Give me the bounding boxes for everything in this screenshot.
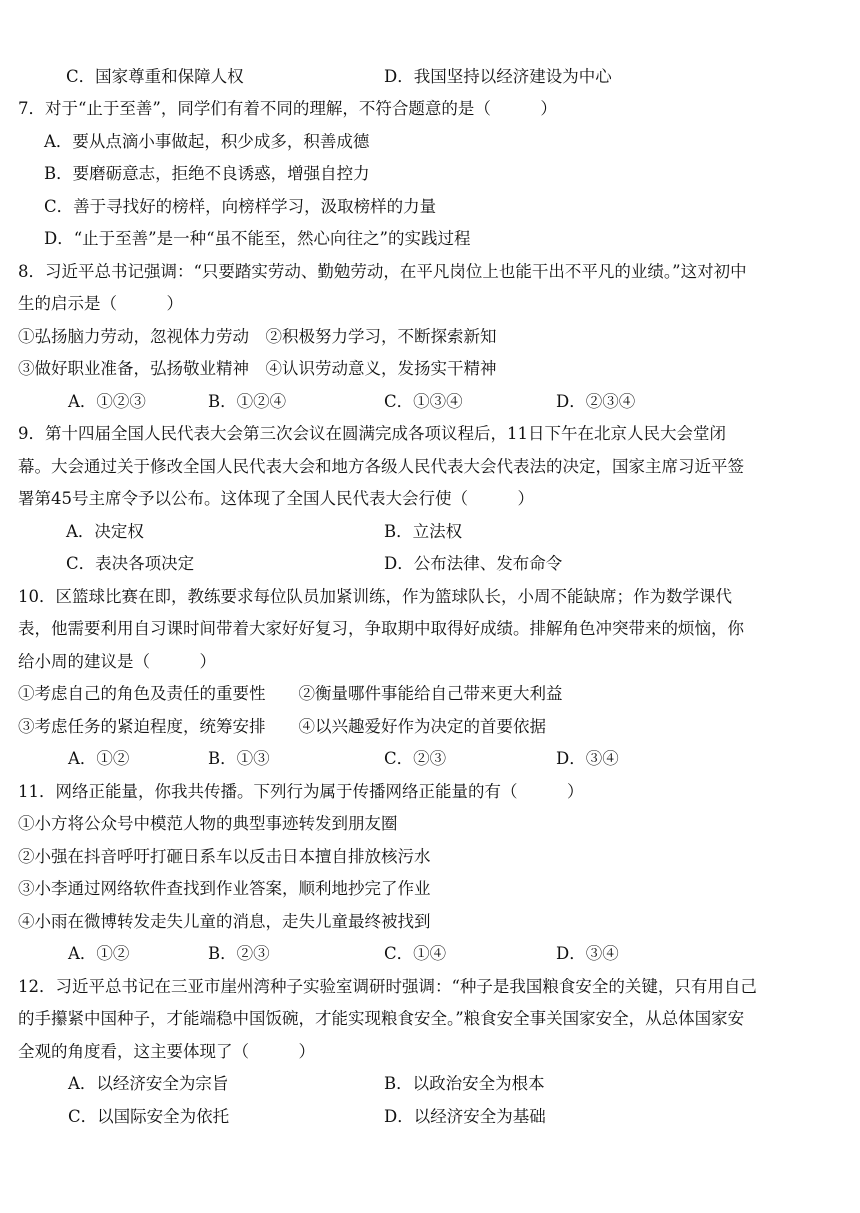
q8-options-row — [18, 385, 830, 418]
q10-option-c: C．②③ — [384, 749, 447, 768]
q7-option-d: D．“止于至善”是一种“虽不能至，然心向往之”的实践过程 — [44, 229, 471, 248]
q10-stem-line1: 10．区篮球比赛在即，教练要求每位队员加紧训练，作为篮球队长，小周不能缺席；作为数学课代 — [18, 587, 732, 606]
q10-options-row — [18, 742, 830, 775]
q8-option-b: B．①②④ — [208, 392, 287, 411]
q9-stem-line2: 幕。大会通过关于修改全国人民代表大会和地方各级人民代表大会代表法的决定，国家主席习近平签 — [18, 457, 744, 476]
q12-options-row1 — [18, 1067, 830, 1100]
q6-options-row — [18, 60, 830, 93]
q11-option-a: A．①② — [68, 944, 130, 963]
q6-option-d: D．我国坚持以经济建设为中心 — [384, 67, 612, 86]
q11-statement-3: ③小李通过网络软件查找到作业答案，顺利地抄完了作业 — [18, 879, 431, 898]
q8-option-d: D．②③④ — [556, 392, 636, 411]
q9-option-c: C．表决各项决定 — [66, 554, 195, 573]
q10-option-b: B．①③ — [208, 749, 270, 768]
q12-stem-line1: 12．习近平总书记在三亚市崖州湾种子实验室调研时强调：“种子是我国粮食安全的关键，只有用自己 — [18, 977, 757, 996]
q8-option-c: C．①③④ — [384, 392, 463, 411]
q9-options-row1 — [18, 515, 830, 548]
q9-stem-line3: 署第45号主席令予以公布。这体现了全国人民代表大会行使（ ） — [18, 489, 534, 508]
q12-option-d: D．以经济安全为基础 — [384, 1107, 546, 1126]
q7-option-a: A．要从点滴小事做起，积少成多，积善成德 — [44, 132, 370, 151]
q10-stem-line2: 表，他需要利用自习课时间带着大家好好复习，争取期中取得好成绩。排解角色冲突带来的烦恼，你 — [18, 619, 744, 638]
q10-option-a: A．①② — [68, 749, 130, 768]
q12-option-a: A．以经济安全为宗旨 — [68, 1074, 229, 1093]
q11-statement-2: ②小强在抖音呼吁打砸日系车以反击日本擅自排放核污水 — [18, 847, 431, 866]
q8-option-a: A．①②③ — [68, 392, 146, 411]
q9-stem-line1: 9．第十四届全国人民代表大会第三次会议在圆满完成各项议程后，11日下午在北京人民大会堂闭 — [18, 424, 726, 443]
q11-statement-1: ①小方将公众号中模范人物的典型事迹转发到朋友圈 — [18, 814, 398, 833]
q9-options-row2 — [18, 547, 830, 580]
q11-statement-4: ④小雨在微博转发走失儿童的消息，走失儿童最终被找到 — [18, 912, 431, 931]
q7-stem: 7．对于“止于至善”，同学们有着不同的理解，不符合题意的是（ ） — [18, 99, 557, 118]
q12-option-c: C．以国际安全为依托 — [68, 1107, 230, 1126]
q8-statements-row1: ①弘扬脑力劳动，忽视体力劳动 ②积极努力学习，不断探索新知 — [18, 327, 497, 346]
q6-option-c: C．国家尊重和保障人权 — [66, 67, 244, 86]
q7-option-c: C．善于寻找好的榜样，向榜样学习，汲取榜样的力量 — [44, 197, 437, 216]
q12-options-row2 — [18, 1100, 830, 1133]
q11-options-row — [18, 937, 830, 970]
q7-option-b: B．要磨砺意志，拒绝不良诱惑，增强自控力 — [44, 164, 370, 183]
q9-option-a: A．决定权 — [66, 522, 144, 541]
q8-stem-line1: 8．习近平总书记强调：“只要踏实劳动、勤勉劳动，在平凡岗位上也能干出不平凡的业绩。”这对初中 — [18, 262, 747, 281]
q11-option-c: C．①④ — [384, 944, 447, 963]
q11-stem: 11．网络正能量，你我共传播。下列行为属于传播网络正能量的有（ ） — [18, 782, 584, 801]
q9-option-b: B．立法权 — [384, 522, 463, 541]
q8-stem-line2: 生的启示是（ ） — [18, 294, 183, 313]
q11-option-b: B．②③ — [208, 944, 270, 963]
q11-option-d: D．③④ — [556, 944, 619, 963]
q9-option-d: D．公布法律、发布命令 — [384, 554, 563, 573]
q8-statements-row2: ③做好职业准备，弘扬敬业精神 ④认识劳动意义，发扬实干精神 — [18, 359, 497, 378]
q10-statements-row2: ③考虑任务的紧迫程度，统筹安排 ④以兴趣爱好作为决定的首要依据 — [18, 717, 546, 736]
q10-option-d: D．③④ — [556, 749, 619, 768]
q12-stem-line2: 的手攥紧中国种子，才能端稳中国饭碗，才能实现粮食安全。”粮食安全事关国家安全，从总体国家安 — [18, 1009, 745, 1028]
q10-stem-line3: 给小周的建议是（ ） — [18, 652, 216, 671]
q10-statements-row1: ①考虑自己的角色及责任的重要性 ②衡量哪件事能给自己带来更大利益 — [18, 684, 563, 703]
q12-option-b: B．以政治安全为根本 — [384, 1074, 545, 1093]
q12-stem-line3: 全观的角度看，这主要体现了（ ） — [18, 1042, 315, 1061]
